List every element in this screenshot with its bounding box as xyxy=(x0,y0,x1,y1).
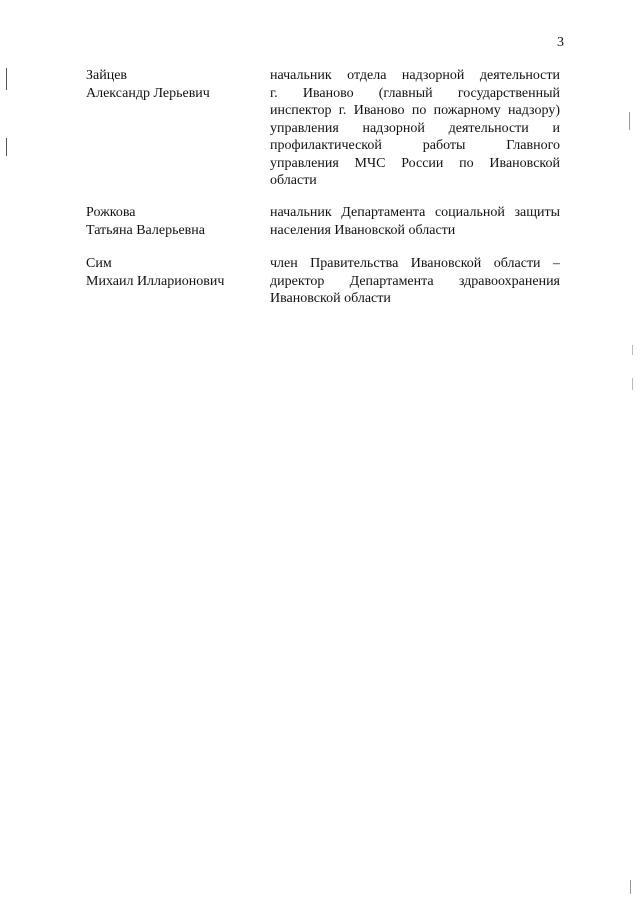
member-position xyxy=(270,255,560,308)
scan-artifact xyxy=(632,378,633,390)
member-surname: Зайцев xyxy=(86,68,128,83)
member-name xyxy=(86,255,270,308)
position-line: инспектор г. Иваново по пожарному надзору) xyxy=(270,103,560,118)
position-line: населения Ивановской области xyxy=(270,222,456,238)
member-surname: Рожкова xyxy=(86,205,136,220)
position-line: начальник Департамента социальной защиты xyxy=(270,205,560,220)
page-number: 3 xyxy=(557,35,564,50)
member-given-names: Александр Лерьевич xyxy=(86,85,210,101)
position-line: области xyxy=(270,173,317,188)
member-name xyxy=(86,67,270,190)
member-entry xyxy=(86,204,560,239)
member-given-names: Татьяна Валерьевна xyxy=(86,222,205,238)
scan-artifact xyxy=(6,68,7,90)
position-line: начальник отдела надзорной деятельности xyxy=(270,68,560,83)
position-line: управления МЧС России по Ивановской xyxy=(270,155,560,171)
member-position xyxy=(270,204,560,239)
scan-artifact xyxy=(629,112,630,130)
position-line: управления надзорной деятельности и xyxy=(270,120,560,136)
member-position xyxy=(270,67,560,190)
scan-artifact xyxy=(630,880,631,894)
position-line: г. Иваново (главный государственный xyxy=(270,85,560,101)
position-line: директор Департамента здравоохранения xyxy=(270,273,560,289)
scan-artifact xyxy=(6,138,7,156)
member-entry xyxy=(86,255,560,308)
member-name xyxy=(86,204,270,239)
scan-artifact xyxy=(632,345,633,355)
position-line: член Правительства Ивановской области – xyxy=(270,256,560,271)
member-given-names: Михаил Илларионович xyxy=(86,273,225,289)
member-surname: Сим xyxy=(86,256,112,271)
position-line: Ивановской области xyxy=(270,291,391,306)
position-line: профилактической работы Главного xyxy=(270,138,560,153)
member-entry xyxy=(86,67,560,190)
